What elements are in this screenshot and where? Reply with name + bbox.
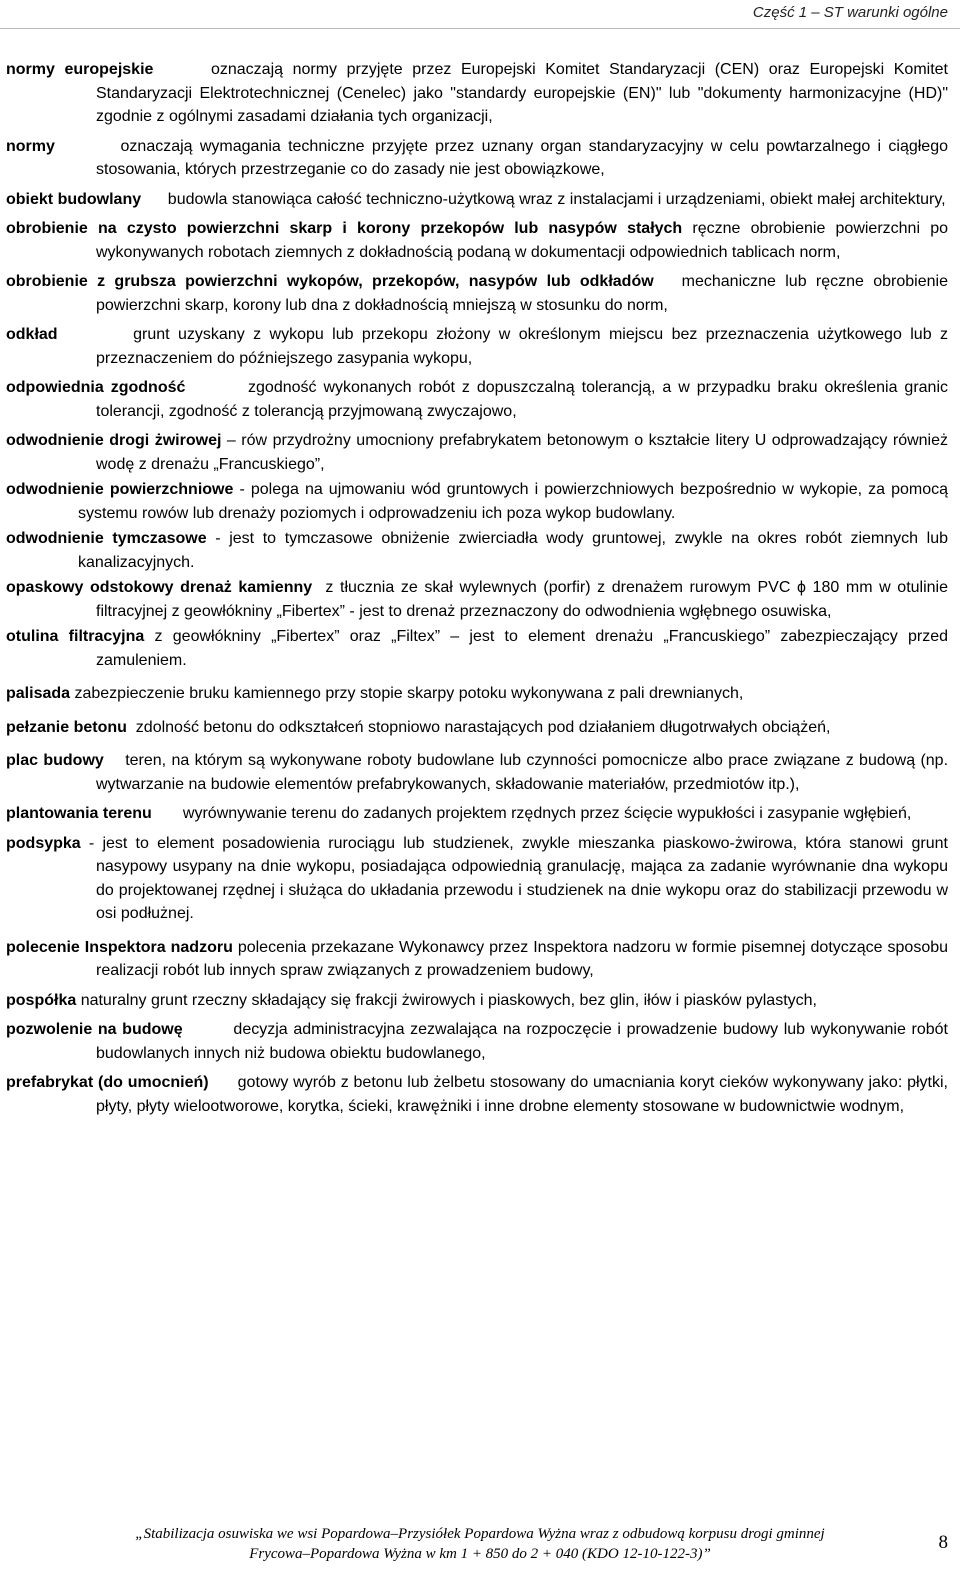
glossary-entry (6, 625, 948, 672)
glossary-entry (6, 58, 948, 129)
entry-term: polecenie Inspektora nadzoru (6, 938, 233, 956)
entry-definition: ręczne obrobienie powierzchni po wykonywanych robotach ziemnych z dokładnością podaną w dokumentacji odpowiednich tablicach norm, (96, 220, 948, 261)
entry-definition: gotowy wyrób z betonu lub żelbetu stosowany do umacniania koryt cieków wykonywany jako: płytki, płyty, płyty wielootworowe, korytka, ścieki, krawężniki i inne drobne elementy stosowane w budownictwie wodnym, (96, 1074, 948, 1115)
page-header: Część 1 – ST warunki ogólne (752, 4, 948, 21)
entry-definition: zgodność wykonanych robót z dopuszczalną tolerancją, a w przypadku braku określenia granic tolerancji, zgodność z tolerancją przyjmowaną zwyczajowo, (96, 379, 949, 420)
entry-term: obrobienie na czysto powierzchni skarp i korony przekopów lub nasypów stałych (6, 220, 683, 237)
entry-term: opaskowy odstokowy drenaż kamienny (6, 579, 313, 596)
glossary-entry (6, 802, 948, 826)
entry-term: podsypka (6, 834, 81, 852)
glossary-entry (6, 270, 948, 317)
entry-definition: - jest to tymczasowe obniżenie zwierciadła wody gruntowej, zwykle na okres robót ziemnych lub kanalizacyjnych. (78, 530, 948, 571)
entry-term: pospółka (6, 991, 77, 1009)
entry-definition: naturalny grunt rzeczny składający się frakcji żwirowych i piaskowych, bez glin, iłów i piasków pylastych, (80, 991, 817, 1009)
entry-term: otulina filtracyjna (6, 628, 145, 645)
glossary-entry (6, 989, 948, 1013)
entry-definition: decyzja administracyjna zezwalająca na rozpoczęcie i prowadzenie budowy lub wykonywanie robót budowlanych innych niż budowa obiektu budowlanego, (96, 1021, 948, 1062)
entry-term: plantowania terenu (6, 805, 152, 822)
glossary-entry (6, 188, 948, 212)
entry-term: prefabrykat (do umocnień) (6, 1074, 209, 1091)
glossary-entry (6, 576, 948, 623)
entry-term: odkład (6, 326, 58, 343)
footer-line: Frycowa–Popardowa Wyżna w km 1 + 850 do 2 + 040 (KDO 12-10-122-3)” (249, 1546, 711, 1562)
entry-definition: z geowłókniny „Fibertex” oraz „Filtex” – jest to element drenażu „Francuskiego” zabezpieczający przed zamuleniem. (96, 628, 949, 669)
entry-definition: wyrównywanie terenu do zadanych projektem rzędnych przez ścięcie wypukłości i zasypanie wgłębień, (182, 805, 912, 822)
entry-term: plac budowy (6, 752, 104, 769)
entry-term: odwodnienie powierzchniowe (6, 481, 234, 498)
header-divider (0, 28, 960, 29)
entry-term: odwodnienie drogi żwirowej (6, 432, 222, 449)
glossary-entry (6, 135, 948, 182)
entry-definition: grunt uzyskany z wykopu lub przekopu złożony w określonym miejscu bez przeznaczenia użytkowego lub z przeznaczeniem do późniejszego zasypania wykopu, (96, 326, 948, 367)
entry-definition: - polega na ujmowaniu wód gruntowych i powierzchniowych bezpośrednio w wykopie, za pomocą systemu rowów lub drenaży poziomych i odprowadzeniu ich poza wykop budowlany. (78, 481, 948, 522)
entry-term: pełzanie betonu (6, 718, 127, 736)
entry-term: normy (6, 137, 55, 155)
glossary-entry (6, 323, 948, 370)
entry-term: obrobienie z grubsza powierzchni wykopów, przekopów, nasypów lub odkładów (6, 273, 654, 290)
entry-definition: - jest to element posadowienia rurociągu lub studzienek, zwykle mieszanka piaskowo-żwirowa, która stanowi grunt nasypowy usypany na dnie wykopu, posiadająca odpowiednią granulację, mająca za zadanie wyrównanie dna wykopu do projektowanej rzędnej i służąca do układania przewodu i studzienek na dnie wykopu oraz do stabilizacji przewodu w osi podłużnej. (88, 834, 948, 922)
glossary-entry (6, 682, 948, 706)
glossary-entry (6, 716, 948, 740)
entry-definition: oznaczają wymagania techniczne przyjęte przez uznany organ standaryzacyjny w celu powtarzalnego i ciągłego stosowania, których przestrzeganie co do zasady nie jest obowiązkowe, (96, 137, 949, 178)
entry-term: pozwolenie na budowę (6, 1021, 183, 1038)
footer-line: „Stabilizacja osuwiska we wsi Popardowa–Przysiółek Popardowa Wyżna wraz z odbudową korpusu drogi gminnej (135, 1526, 825, 1542)
entry-term: odpowiednia zgodność (6, 379, 186, 396)
glossary-entry (6, 936, 948, 983)
entry-definition: polecenia przekazane Wykonawcy przez Inspektora nadzoru w formie pisemnej dotyczące sposobu realizacji robót lub innych spraw związanych z prowadzeniem budowy, (96, 938, 949, 979)
entry-definition: – rów przydrożny umocniony prefabrykatem betonowym o kształcie litery U odprowadzający również wodę z drenażu „Francuskiego”, (96, 432, 948, 473)
glossary-entry (6, 429, 948, 476)
glossary-entry (6, 832, 948, 926)
entry-definition: teren, na którym są wykonywane roboty budowlane lub czynności pomocnicze albo prace związane z budową (np. wytwarzanie na budowie elementów prefabrykowanych, składowanie materiałów, przedmiotów itp.), (96, 752, 949, 793)
glossary-entry (6, 527, 948, 574)
entry-term: odwodnienie tymczasowe (6, 530, 207, 547)
entry-term: normy europejskie (6, 61, 154, 78)
entry-definition: zabezpieczenie bruku kamiennego przy stopie skarpy potoku wykonywana z pali drewnianych, (74, 685, 744, 702)
glossary-entry (6, 217, 948, 264)
glossary-entry (6, 376, 948, 423)
footer-project-title (80, 1524, 880, 1564)
entry-definition: mechaniczne lub ręczne obrobienie powierzchni skarp, korony lub dna z dokładnością mniejszą w stosunku do norm, (96, 273, 948, 314)
glossary-entry (6, 478, 948, 525)
glossary-content (6, 58, 948, 1124)
entry-definition: budowla stanowiąca całość techniczno-użytkową wraz z instalacjami i urządzeniami, obiekt małej architektury, (167, 190, 946, 208)
glossary-entry (6, 749, 948, 796)
entry-definition: z tłucznia ze skał wylewnych (porfir) z drenażem rurowym PVC ϕ 180 mm w otulinie filtracyjnej z geowłókniny „Fibertex” - jest to drenaż przeznaczony do odwodnienia wgłębnego osuwiska, (96, 579, 949, 620)
glossary-entry (6, 1071, 948, 1118)
glossary-entry (6, 1018, 948, 1065)
entry-definition: oznaczają normy przyjęte przez Europejski Komitet Standaryzacji (CEN) oraz Europejski Komitet Standaryzacji Elektrotechnicznej (Cenelec) jako "standardy europejskie (EN)" lub "dokumenty harmonizacyjne (HD)" zgodnie z ogólnymi zasadami działania tych organizacji, (96, 61, 949, 125)
page-number: 8 (938, 1532, 948, 1553)
entry-term: palisada (6, 685, 71, 702)
entry-term: obiekt budowlany (6, 190, 142, 208)
entry-definition: zdolność betonu do odkształceń stopniowo narastających pod działaniem długotrwałych obciążeń, (135, 718, 831, 736)
